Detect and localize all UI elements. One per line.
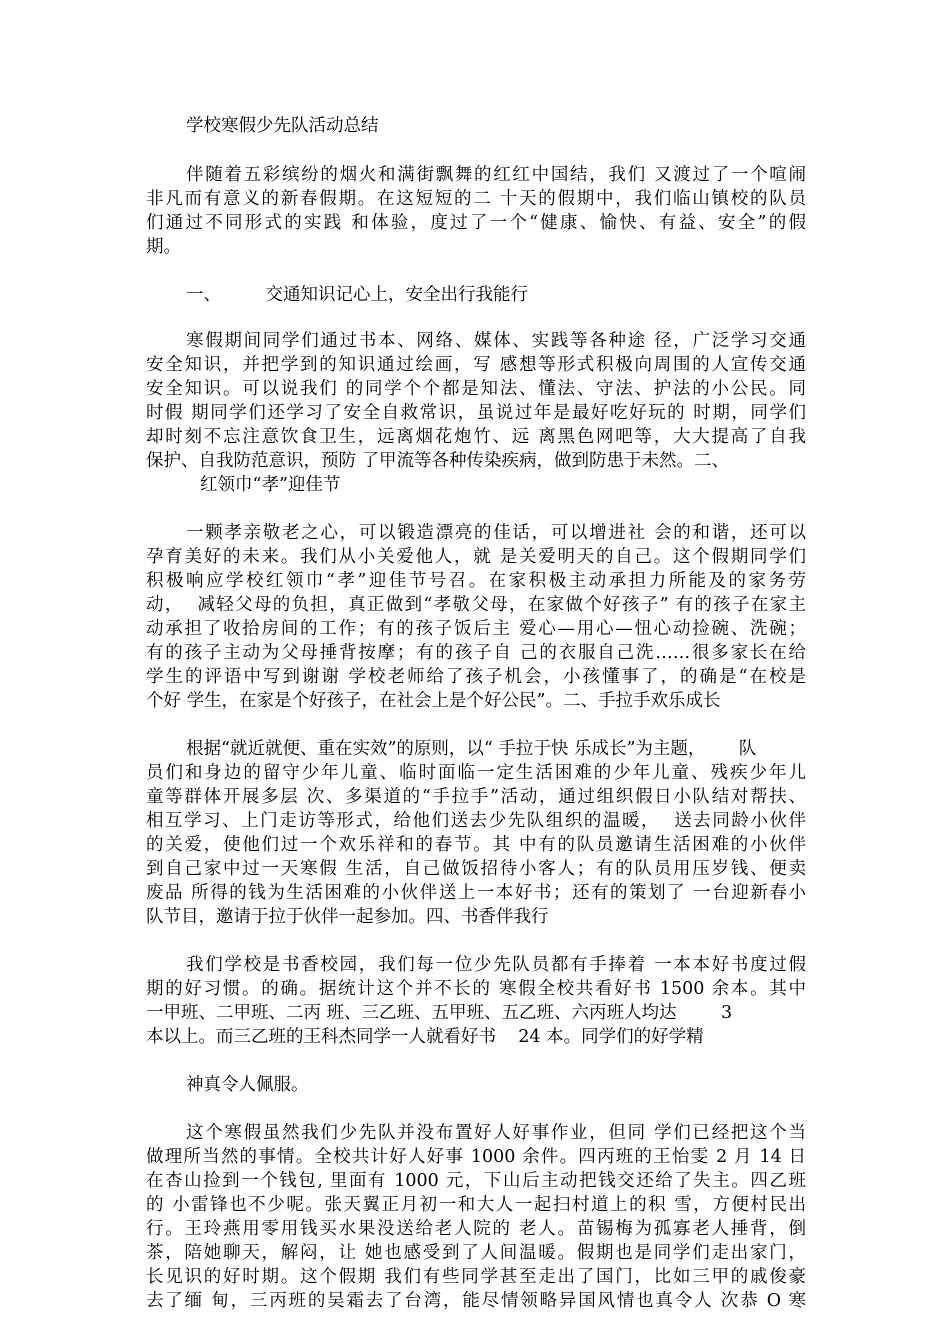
paragraph-line: 寒假期间同学们通过书本、网络、媒体、实践等各种途 径，广泛学习交通	[186, 331, 806, 351]
paragraph-line: 行。王玲燕用零用钱买水果没送给老人院的 老人。苗锡梅为孤寡老人捶背，倒	[146, 1219, 806, 1239]
paragraph-line: 安全知识，并把学到的知识通过绘画，写 感想等形式积极向周围的人宣传交通	[146, 355, 806, 375]
paragraph-line: 这个寒假虽然我们少先队并没布置好人好事作业，但同 学们已经把这个当	[186, 1123, 806, 1143]
paragraph-line: 们通过不同形式的实践 和体验，度过了一个“健康、愉快、有益、安全”的假	[146, 213, 806, 233]
paragraph-line: 期的好习惯。的确。据统计这个并不长的 寒假全校共看好书 1500 余本。其中	[146, 979, 806, 999]
paragraph-line: 废品 所得的钱为生活困难的小伙伴送上一本好书；还有的策划了 一台迎新春小	[146, 883, 806, 903]
paragraph-line: 我们学校是书香校园，我们每一位少先队员都有手捧着 一本本好书度过假	[186, 955, 806, 975]
paragraph-line: 去了缅 甸，三丙班的吴霜去了台湾，能尽情领略异国风情也真令人 次恭 O 寒	[146, 1291, 806, 1311]
section-heading: 一、 交通知识记心上，安全出行我能行	[186, 285, 529, 305]
paragraph-line: 非凡而有意义的新春假期。在这短短的二 十天的假期中，我们临山镇校的队员	[146, 189, 806, 209]
paragraph-line: 安全知识。可以说我们 的同学个个都是知法、懂法、守法、护法的小公民。同	[146, 379, 806, 399]
paragraph-line: 的关爱，使他们过一个欢乐祥和的春节。其 中有的队员邀请生活困难的小伙伴	[146, 835, 806, 855]
paragraph-line: 伴随着五彩缤纷的烟火和满街飘舞的红红中国结，我们 又渡过了一个喧闹	[186, 165, 806, 185]
paragraph-line: 一甲班、二甲班、二丙 班、三乙班、五甲班、五乙班、六丙班人均达 3	[146, 1003, 733, 1023]
paragraph-line: 的 小雷锋也不少呢。张天翼正月初一和大人一起扫村道上的积 雪，方便村民出	[146, 1195, 806, 1215]
paragraph-line: 时假 期同学们还学习了安全自救常识，虽说过年是最好吃好玩的 时期，同学们	[146, 403, 806, 423]
paragraph-line: 却时刻不忘注意饮食卫生，远离烟花炮竹、远 离黑色网吧等，大大提高了自我	[146, 427, 806, 447]
paragraph-line: 动， 减轻父母的负担，真正做到“孝敬父母，在家做个好孩子” 有的孩子在家主	[146, 595, 806, 615]
paragraph-line: 茶，陪她聊天，解闷，让 她也感受到了人间温暖。假期也是同学们走出家门，	[146, 1243, 806, 1263]
paragraph-line: 积极响应学校红领巾“孝”迎佳节号召。在家积极主动承担力所能及的家务劳	[146, 571, 806, 591]
paragraph-line: 相互学习、上门走访等形式，给他们送去少先队组织的温暖， 送去同龄小伙伴	[146, 811, 806, 831]
paragraph-line: 动承担了收拾房间的工作；有的孩子饭后主 爱心—用心—忸心动捡碗、洗碗；	[146, 619, 806, 639]
paragraph-line: 学生的评语中写到谢谢 学校老师给了孩子机会，小孩懂事了，的确是“在校是	[146, 667, 806, 687]
document-title: 学校寒假少先队活动总结	[186, 116, 379, 136]
paragraph-line: 个好 学生，在家是个好孩子，在社会上是个好公民”。二、手拉手欢乐成长	[146, 691, 721, 711]
paragraph-line: 员们和身边的留守少年儿童、临时面临一定生活困难的少年儿童、残疾少年儿	[146, 763, 806, 783]
paragraph-line: 一颗孝亲敬老之心，可以锻造漂亮的佳话，可以增进社 会的和谐，还可以	[186, 523, 806, 543]
paragraph-line: 本以上。而三乙班的王科杰同学一人就看好书 24 本。同学们的好学精	[146, 1027, 704, 1047]
paragraph-line: 保护、自我防范意识，预防 了甲流等各种传染疾病，做到防患于未然。二、	[146, 451, 730, 471]
paragraph-line: 期。	[146, 237, 181, 257]
paragraph-line: 有的孩子主动为父母捶背按摩；有的孩子自 己的衣服自己洗……很多家长在给	[146, 643, 806, 663]
paragraph-line: 队节目，邀请于拉于伙伴一起参加。四、书香伴我行	[146, 907, 549, 927]
paragraph-line: 在杏山捡到一个钱包, 里面有 1000 元，下山后主动把钱交还给了失主。四乙班	[146, 1171, 806, 1191]
paragraph-line: 孕育美好的未来。我们从小关爱他人，就 是关爱明天的自己。这个假期同学们	[146, 547, 806, 567]
paragraph-line: 童等群体开展多层 次、多渠道的“手拉手”活动，通过组织假日小队结对帮扶、	[146, 787, 806, 807]
paragraph-line: 长见识的好时期。这个假期 我们有些同学甚至走出了国门，比如三甲的戚俊豪	[146, 1267, 806, 1287]
paragraph-line: 到自己家中过一天寒假 生活，自己做饭招待小客人；有的队员用压岁钱、便卖	[146, 859, 806, 879]
paragraph-line: 根据“就近就便、重在实效”的原则，以“ 手拉于快 乐成长”为主题， 队	[186, 739, 757, 759]
paragraph-line: 红领巾“孝”迎佳节	[200, 475, 341, 495]
paragraph-line: 做理所当然的事情。全校共计好人好事 1000 余件。四丙班的王怡雯 2 月 14 日	[146, 1147, 806, 1167]
paragraph-line: 神真令人佩服。	[186, 1075, 309, 1095]
